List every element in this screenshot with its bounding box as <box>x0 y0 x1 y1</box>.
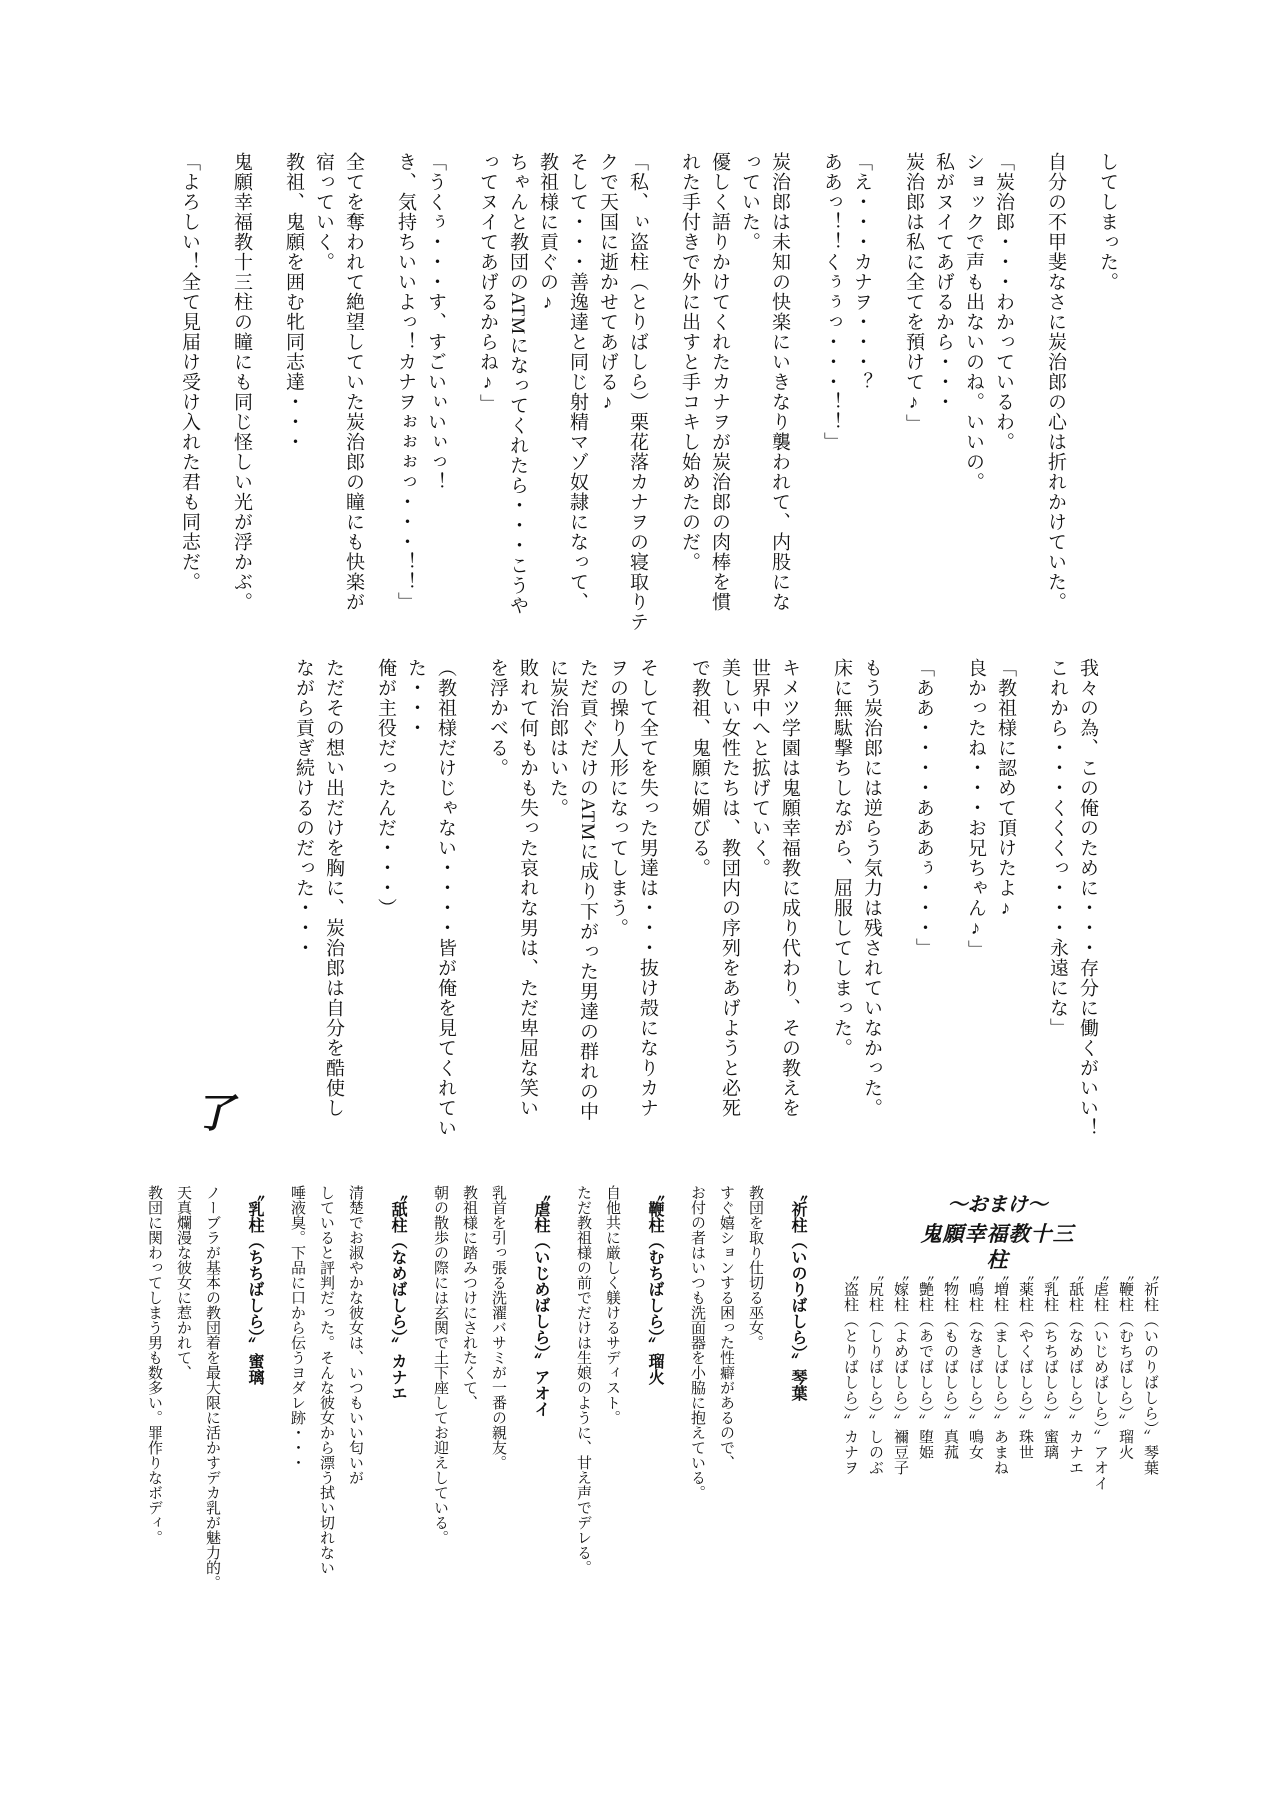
story-text-column: 「炭治郎・・・わかっているわ。 <box>993 152 1014 452</box>
story-text-column: 美しい女性たちは、教団内の序列をあげようと必死 <box>719 658 740 1118</box>
story-text-column: を浮かべる。 <box>487 658 508 778</box>
story-text-column: き、気持ちいいよっ！カナヲぉぉぉっ・・・！！」 <box>395 152 416 612</box>
pillar-profile-column: 〝虐柱（いじめばしら）〟アオイ <box>532 1185 549 1417</box>
pillar-list-item: 〝祈柱（いのりばしら）〟琴葉 <box>1142 1266 1158 1476</box>
story-text-column: ただ貢ぐだけのATMに成り下がった男達の群れの中 <box>577 658 598 1122</box>
story-text-column: 炭治郎は未知の快楽にいきなり襲われて、内股にな <box>769 152 790 612</box>
story-text-column: ヲの操り人形になってしまう。 <box>607 658 628 938</box>
pillar-profile-column: 教団に関わってしまう男も数多い。罪作りなボディ。 <box>146 1185 162 1545</box>
story-text-column: 全てを奪われて絶望していた炭治郎の瞳にも快楽が <box>343 152 364 612</box>
pillar-list-item: 〝薬柱（やくばしら）〟珠世 <box>1017 1266 1033 1460</box>
story-text-column: 優しく語りかけてくれたカナヲが炭治郎の肉棒を慣 <box>709 152 730 612</box>
pillar-list-item: 〝鳴柱（なきばしら）〟鳴女 <box>967 1266 983 1460</box>
pillar-profile-column: 教団を取り仕切る巫女。 <box>747 1185 763 1350</box>
pillar-profile-list <box>139 1185 812 1620</box>
pillar-list-item: 〝鞭柱（むちばしら）〟瑠火 <box>1117 1266 1133 1460</box>
story-text-column: ショックで声も出ないのね。いいの。 <box>963 152 984 492</box>
story-text-column: 炭治郎は私に全てを預けて♪」 <box>903 152 924 434</box>
story-text-column: してしまった。 <box>1097 152 1118 292</box>
pillar-list-item: 〝物柱（ものばしら）〟真菰 <box>942 1266 958 1460</box>
story-text-column: 宿っていく。 <box>313 152 334 272</box>
story-text-column: た・・・ <box>405 658 426 738</box>
pillar-profile-column: 乳首を引っ張る洗濯バサミが一番の親友。 <box>490 1185 506 1470</box>
story-text-column: 「よろしい！全て見届け受け入れた君も同志だ。 <box>179 152 200 592</box>
story-text-column: 敗れて何もかも失った哀れな男は、ただ卑屈な笑い <box>517 658 538 1118</box>
story-text-column: 我々の為、この俺のために・・・存分に働くがいい！ <box>1077 658 1098 1138</box>
story-text-column: これから・・・くくくっ・・・永遠にな」 <box>1047 658 1068 1038</box>
story-text-column: 「うくぅ・・・す、すごいぃいぃっ！ <box>425 152 446 492</box>
story-text-column: 俺が主役だったんだ・・・） <box>375 658 396 918</box>
pillar-list-item: 〝増柱（ましばしら）〟あまね <box>992 1266 1008 1476</box>
pillar-profile-column: していると評判だった。そんな彼女から漂う拭い切れない <box>318 1185 334 1575</box>
pillar-profile-column: 唾液臭。下品に口から伝うヨダレ跡・・・ <box>289 1185 305 1470</box>
pillar-profile-column: ノーブラが基本の教団着を最大限に活かすデカ乳が魅力的。 <box>204 1185 220 1590</box>
story-text-column: ただその想い出だけを胸に、炭治郎は自分を酷使し <box>323 658 344 1118</box>
pillar-profile-column: 朝の散歩の際には玄関で土下座してお迎えしている。 <box>432 1185 448 1545</box>
story-text-column: 教祖、鬼願を囲む牝同志達・・・ <box>283 152 304 452</box>
pillar-list-item: 〝尻柱（しりばしら）〟しのぶ <box>867 1266 883 1476</box>
omake-title <box>910 1193 1085 1274</box>
story-text-column: 教祖様に貢ぐの♪ <box>537 152 558 314</box>
pillar-profile-column: すぐ嬉ションする困った性癖があるので、 <box>718 1185 734 1470</box>
pillar-profile-column: お付の者はいつも洗面器を小脇に抱えている。 <box>689 1185 705 1500</box>
story-text-column: 「え・・・カナヲ・・・？ <box>851 152 872 392</box>
story-text-column: れた手付きで外に出すと手コキし始めたのだ。 <box>679 152 700 572</box>
pillar-profile-column: 〝鞭柱（むちばしら）〟瑠火 <box>646 1185 663 1385</box>
story-text-column: 「教祖様に認めて頂けたよ♪ <box>995 658 1016 920</box>
omake-title-main: 鬼願幸福教十三柱 <box>920 1223 1075 1272</box>
story-text-column: ちゃんと教団のATMになってくれたら・・・こうや <box>507 152 528 616</box>
pillar-profile-column: 天真爛漫な彼女に惹かれて、 <box>175 1185 191 1380</box>
pillar-profile-column: 〝乳柱（ちちばしら）〟蜜璃 <box>246 1185 263 1385</box>
story-text-column: キメツ学園は鬼願幸福教に成り代わり、その教えを <box>779 658 800 1118</box>
story-text-column: クで天国に逝かせてあげる♪ <box>597 152 618 414</box>
pillar-profile-column: 〝舐柱（なめばしら）〟カナエ <box>389 1185 406 1401</box>
story-block-top <box>174 152 1122 657</box>
end-mark: 了 <box>194 1091 234 1136</box>
pillar-profile-column: ただ教祖様の前でだけは生娘のように、甘え声でデレる。 <box>575 1185 591 1575</box>
pillar-profile-column: 自他共に厳しく躾けるサディスト。 <box>604 1185 620 1425</box>
pillar-list-item: 〝舐柱（なめばしら）〟カナエ <box>1067 1266 1083 1476</box>
pillar-name-list <box>837 1266 1162 1556</box>
story-text-column: で教祖、鬼願に媚びる。 <box>689 658 710 878</box>
pillar-list-item: 〝艶柱（あでばしら）〟堕姫 <box>917 1266 933 1460</box>
story-text-column: （教祖様だけじゃない・・・・皆が俺を見てくれてい <box>435 658 456 1138</box>
story-text-column: 良かったね・・・お兄ちゃん♪」 <box>965 658 986 960</box>
omake-title-sub: ～おまけ～ <box>947 1194 1048 1216</box>
story-text-column: 「ああ・・・・あああぅ・・・」 <box>913 658 934 958</box>
story-text-column: ってヌイてあげるからね♪」 <box>477 152 498 414</box>
story-text-column: そして全てを失った男達は・・・抜け殻になりカナ <box>637 658 658 1118</box>
pillar-profile-column: 清楚でお淑やかな彼女は、いつもいい匂いが <box>347 1185 363 1485</box>
story-text-column: 鬼願幸福教十三柱の瞳にも同じ怪しい光が浮かぶ。 <box>231 152 252 612</box>
story-text-column: 「私、ぃ盗柱（とりばしら）栗花落カナヲの寝取りテ <box>627 152 648 632</box>
pillar-list-item: 〝嫁柱（よめばしら）〟禰豆子 <box>892 1266 908 1476</box>
story-text-column: もう炭治郎には逆らう気力は残されていなかった。 <box>861 658 882 1118</box>
story-text-column: っていた。 <box>739 152 760 252</box>
pillar-list-item: 〝乳柱（ちちばしら）〟蜜璃 <box>1042 1266 1058 1460</box>
story-text-column: 私がヌイてあげるから・・・ <box>933 152 954 412</box>
pillar-profile-column: 〝祈柱（いのりばしら）〟琴葉 <box>789 1185 806 1401</box>
pillar-list-item: 〝虐柱（いじめばしら）〟アオイ <box>1092 1266 1108 1491</box>
story-text-column: ああっ！！くぅぅっ・・・！！」 <box>821 152 842 452</box>
story-block-middle <box>288 658 1102 1163</box>
story-text-column: そして・・・善逸達と同じ射精マゾ奴隷になって、 <box>567 152 588 612</box>
story-text-column: に炭治郎はいた。 <box>547 658 568 818</box>
story-text-column: 自分の不甲斐なさに炭治郎の心は折れかけていた。 <box>1045 152 1066 612</box>
story-text-column: ながら貢ぎ続けるのだった・・・ <box>293 658 314 958</box>
pillar-profile-column: 教祖様に踏みつけにされたくて、 <box>461 1185 477 1410</box>
pillar-list-item: 〝盗柱（とりばしら）〟カナヲ <box>842 1266 858 1476</box>
story-text-column: 床に無駄撃ちしながら、屈服してしまった。 <box>831 658 852 1058</box>
story-text-column: 世界中へと拡げていく。 <box>749 658 770 878</box>
